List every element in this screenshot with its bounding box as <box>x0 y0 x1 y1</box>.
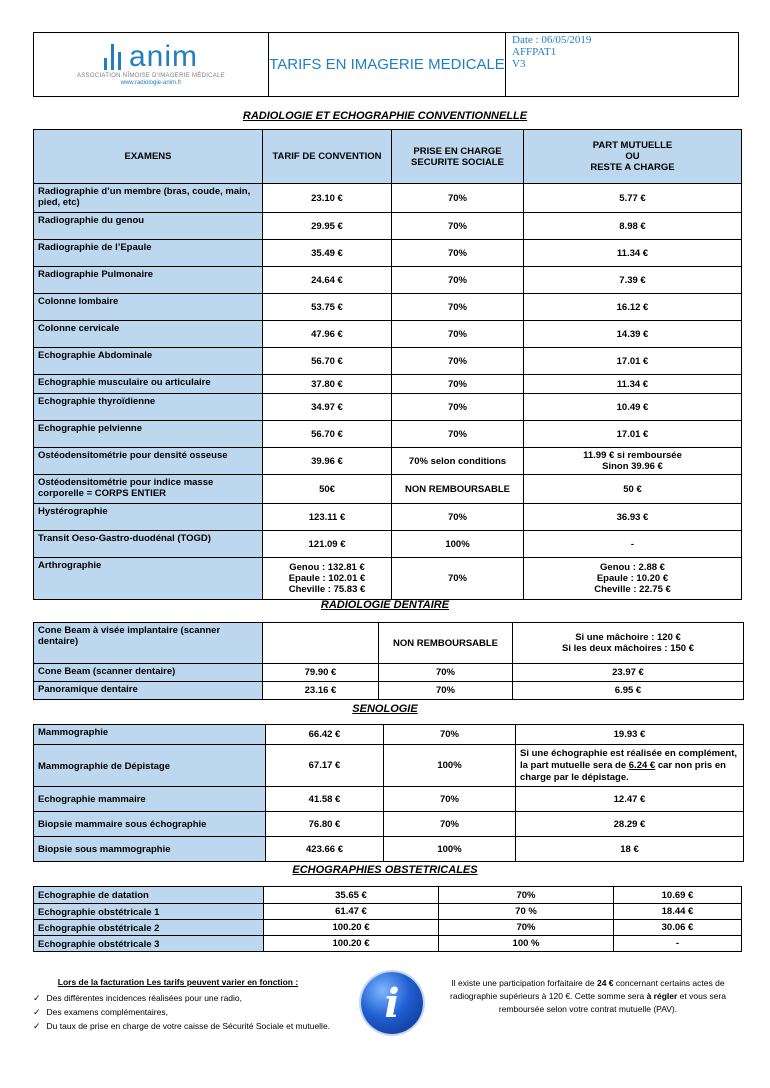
document-title: TARIFS EN IMAGERIE MEDICALE <box>269 33 506 96</box>
footer-notes-title: Lors de la facturation Les tarifs peuvent varier en fonction : <box>57 977 299 987</box>
prise-value: 70% <box>392 394 524 421</box>
part-value: 11.34 € <box>524 375 742 394</box>
exam-name: Echographie mammaire <box>34 787 266 812</box>
tarif-value: 423.66 € <box>266 837 384 862</box>
tarif-value: 53.75 € <box>263 294 392 321</box>
tarif-value: 23.10 € <box>263 184 392 213</box>
tarif-value: 29.95 € <box>263 213 392 240</box>
exam-name: Colonne lombaire <box>34 294 263 321</box>
table-row <box>34 887 742 904</box>
exam-name: Cone Beam (scanner dentaire) <box>34 664 263 682</box>
col-header-exam: EXAMENS <box>34 130 263 184</box>
tarif-value: 66.42 € <box>266 725 384 745</box>
table-obstetricales <box>33 886 742 952</box>
prise-value: 70 % <box>439 904 614 920</box>
prise-value: 70% <box>392 375 524 394</box>
table-row <box>34 936 742 952</box>
prise-value: 70% <box>392 240 524 267</box>
part-value-line2: Epaule : 10.20 € <box>596 573 669 584</box>
exam-name: Echographie obstétricale 2 <box>34 920 264 936</box>
col-header-part-line3: RESTE A CHARGE <box>590 162 675 173</box>
prise-value: 100% <box>392 531 524 558</box>
table-row <box>34 920 742 936</box>
part-value <box>513 623 744 664</box>
tarif-value: 79.90 € <box>263 664 379 682</box>
col-header-part <box>524 130 742 184</box>
tarif-value: 37.80 € <box>263 375 392 394</box>
tarif-value: 23.16 € <box>263 682 379 700</box>
table-row <box>34 504 742 531</box>
table-row <box>34 348 742 375</box>
prise-value: 70% selon conditions <box>392 448 524 475</box>
tarif-value: 121.09 € <box>263 531 392 558</box>
exam-name: Ostéodensitométrie pour densité osseuse <box>34 448 263 475</box>
part-value: 10.49 € <box>524 394 742 421</box>
tarif-value: 100.20 € <box>264 936 439 952</box>
col-header-prise: PRISE EN CHARGE SECURITE SOCIALE <box>392 130 524 184</box>
logo-subtitle: ASSOCIATION NÎMOISE D'IMAGERIE MÉDICALE <box>76 72 226 79</box>
logo-block <box>34 33 269 96</box>
part-value <box>524 558 742 600</box>
part-value-line1: Si une mâchoire : 120 € <box>575 632 681 643</box>
prise-value: 70% <box>392 184 524 213</box>
tarif-value-line2: Epaule : 102.01 € <box>288 573 366 584</box>
prise-value: NON REMBOURSABLE <box>392 475 524 504</box>
prise-value: 70% <box>392 558 524 600</box>
part-value <box>524 448 742 475</box>
note-part-2: concernant certains actes de radiographie supérieurs à 120 €. Cette somme sera <box>450 978 725 1001</box>
exam-name: Panoramique dentaire <box>34 682 263 700</box>
part-value: 17.01 € <box>524 348 742 375</box>
table-row <box>34 294 742 321</box>
table-header-row <box>34 130 742 184</box>
logo-bars-icon <box>104 44 121 70</box>
exam-name: Radiographie Pulmonaire <box>34 267 263 294</box>
document-version: V3 <box>512 58 526 70</box>
section-title-obstetricales: ECHOGRAPHIES OBSTETRICALES <box>292 864 478 876</box>
section-title-senologie: SENOLOGIE <box>352 703 418 715</box>
tarif-value: 56.70 € <box>263 421 392 448</box>
col-header-part-line1: PART MUTUELLE <box>592 140 673 151</box>
part-value: 23.97 € <box>513 664 744 682</box>
tarif-value: 67.17 € <box>266 745 384 787</box>
exam-name: Mammographie <box>34 725 266 745</box>
prise-value: 100 % <box>439 936 614 952</box>
tarif-value: 76.80 € <box>266 812 384 837</box>
part-value: 18 € <box>516 837 744 862</box>
table-row <box>34 394 742 421</box>
tarif-value: 61.47 € <box>264 904 439 920</box>
part-note-a: Si une échographie est réalisée en complément, la part mutuelle sera de <box>520 747 737 771</box>
prise-value: 70% <box>392 421 524 448</box>
table-row <box>34 213 742 240</box>
tarif-value: 35.65 € <box>264 887 439 904</box>
section-title-dentaire: RADIOLOGIE DENTAIRE <box>320 599 450 611</box>
table-row <box>34 448 742 475</box>
table-row <box>34 421 742 448</box>
exam-name: Echographie musculaire ou articulaire <box>34 375 263 394</box>
list-item <box>33 1007 363 1018</box>
tarif-value: 39.96 € <box>263 448 392 475</box>
exam-name: Radiographie du genou <box>34 213 263 240</box>
part-value: 19.93 € <box>516 725 744 745</box>
check-icon: ✓ <box>33 1007 41 1017</box>
tarif-value: 24.64 € <box>263 267 392 294</box>
list-item-text: Des examens complémentaires, <box>46 1007 168 1017</box>
list-item <box>33 1021 363 1032</box>
table-row <box>34 623 744 664</box>
part-value-line2: Si les deux mâchoires : 150 € <box>561 643 694 654</box>
table-row <box>34 812 744 837</box>
footer-notes <box>33 977 363 1035</box>
prise-value: 70% <box>439 920 614 936</box>
logo-wordmark: anim <box>128 39 199 73</box>
list-item <box>33 993 363 1004</box>
part-value: 12.47 € <box>516 787 744 812</box>
part-value: 16.12 € <box>524 294 742 321</box>
prise-value: 70% <box>379 682 513 700</box>
tarif-value-line3: Cheville : 75.83 € <box>288 584 366 595</box>
table-radiologie <box>33 129 742 600</box>
exam-name: Echographie pelvienne <box>34 421 263 448</box>
tarif-value: 56.70 € <box>263 348 392 375</box>
exam-name: Arthrographie <box>34 558 263 600</box>
exam-name: Hystérographie <box>34 504 263 531</box>
tarif-value-line1: Genou : 132.81 € <box>289 562 365 573</box>
exam-name: Echographie thyroïdienne <box>34 394 263 421</box>
note-part-3: et vous sera remboursée selon votre contrat mutuelle (PAV). <box>498 991 726 1014</box>
part-value: - <box>614 936 742 952</box>
exam-name: Radiographie de l’Epaule <box>34 240 263 267</box>
list-item-text: Du taux de prise en charge de votre caisse de Sécurité Sociale et mutuelle. <box>46 1021 331 1031</box>
part-value: 28.29 € <box>516 812 744 837</box>
part-value: - <box>524 531 742 558</box>
part-value: 8.98 € <box>524 213 742 240</box>
check-icon: ✓ <box>33 993 41 1003</box>
tarif-value: 100.20 € <box>264 920 439 936</box>
exam-name: Transit Oeso-Gastro-duodénal (TOGD) <box>34 531 263 558</box>
part-value: 5.77 € <box>524 184 742 213</box>
section-title-radiologie: RADIOLOGIE ET ECHOGRAPHIE CONVENTIONNELLE <box>242 110 528 122</box>
table-row <box>34 682 744 700</box>
exam-name: Colonne cervicale <box>34 321 263 348</box>
tarif-value: 50€ <box>263 475 392 504</box>
exam-name: Radiographie d’un membre (bras, coude, main, pied, etc) <box>34 184 263 213</box>
table-row <box>34 787 744 812</box>
prise-value: 70% <box>379 664 513 682</box>
tarif-value <box>263 623 379 664</box>
check-icon: ✓ <box>33 1021 41 1031</box>
tarif-value: 47.96 € <box>263 321 392 348</box>
exam-name: Echographie de datation <box>34 887 264 904</box>
part-value: 36.93 € <box>524 504 742 531</box>
part-value: 7.39 € <box>524 267 742 294</box>
info-icon: i <box>361 972 423 1034</box>
table-row <box>34 184 742 213</box>
tarif-value: 34.97 € <box>263 394 392 421</box>
prise-value: 70% <box>392 294 524 321</box>
part-value <box>516 745 744 787</box>
prise-value: 70% <box>384 787 516 812</box>
exam-name: Biopsie sous mammographie <box>34 837 266 862</box>
table-row <box>34 558 742 600</box>
part-value: 50 € <box>524 475 742 504</box>
table-row <box>34 664 744 682</box>
part-value-line2: Sinon 39.96 € <box>602 461 663 472</box>
prise-value: 70% <box>392 213 524 240</box>
table-senologie <box>33 724 744 862</box>
col-header-tarif: TARIF DE CONVENTION <box>263 130 392 184</box>
part-value: 14.39 € <box>524 321 742 348</box>
logo-url[interactable]: www.radiologie-anim.fr <box>120 79 182 86</box>
note-amount: 24 € <box>596 978 614 988</box>
table-row <box>34 904 742 920</box>
exam-name: Mammographie de Dépistage <box>34 745 266 787</box>
note-part-1: Il existe une participation forfaitaire de <box>451 978 597 988</box>
table-row <box>34 531 742 558</box>
footer-participation-note <box>432 977 744 1016</box>
exam-name: Biopsie mammaire sous échographie <box>34 812 266 837</box>
list-item-text: Des différentes incidences réalisées pour une radio, <box>46 993 243 1003</box>
part-value: 18.44 € <box>614 904 742 920</box>
table-row <box>34 725 744 745</box>
prise-value: 70% <box>392 348 524 375</box>
prise-value: 70% <box>384 812 516 837</box>
document-header <box>33 32 739 97</box>
part-value: 10.69 € <box>614 887 742 904</box>
part-value: 30.06 € <box>614 920 742 936</box>
prise-value: 100% <box>384 745 516 787</box>
part-value: 6.95 € <box>513 682 744 700</box>
table-row <box>34 837 744 862</box>
part-value-line3: Cheville : 22.75 € <box>594 584 671 595</box>
table-row <box>34 240 742 267</box>
prise-value: 70% <box>439 887 614 904</box>
exam-name: Ostéodensitométrie pour indice masse corporelle = CORPS ENTIER <box>34 475 263 504</box>
part-note-b: car non pris en charge par le dépistage. <box>520 759 726 783</box>
table-row <box>34 475 742 504</box>
col-header-part-line2: OU <box>625 151 640 162</box>
document-date: Date : 06/05/2019 <box>512 34 592 46</box>
table-row <box>34 267 742 294</box>
prise-value: NON REMBOURSABLE <box>379 623 513 664</box>
tarif-value: 35.49 € <box>263 240 392 267</box>
document-ref: AFFPAT1 <box>512 46 557 58</box>
prise-value: 70% <box>392 267 524 294</box>
part-value-line1: Genou : 2.88 € <box>600 562 665 573</box>
table-row <box>34 375 742 394</box>
table-row <box>34 321 742 348</box>
document-meta <box>506 33 738 96</box>
prise-value: 100% <box>384 837 516 862</box>
tarif-value: 123.11 € <box>263 504 392 531</box>
note-emphasis: à régler <box>646 991 678 1001</box>
prise-value: 70% <box>384 725 516 745</box>
tarif-value: 41.58 € <box>266 787 384 812</box>
prise-value: 70% <box>392 504 524 531</box>
part-value: 11.34 € <box>524 240 742 267</box>
table-dentaire <box>33 622 744 700</box>
footer-notes-list <box>33 993 363 1032</box>
exam-name: Echographie obstétricale 3 <box>34 936 264 952</box>
part-value: 17.01 € <box>524 421 742 448</box>
part-note-amount: 6.24 € <box>628 759 656 771</box>
part-value-line1: 11.99 € si remboursée <box>583 450 682 461</box>
exam-name: Echographie Abdominale <box>34 348 263 375</box>
table-row <box>34 745 744 787</box>
exam-name: Echographie obstétricale 1 <box>34 904 264 920</box>
prise-value: 70% <box>392 321 524 348</box>
exam-name: Cone Beam à visée implantaire (scanner dentaire) <box>34 623 263 664</box>
tarif-value <box>263 558 392 600</box>
